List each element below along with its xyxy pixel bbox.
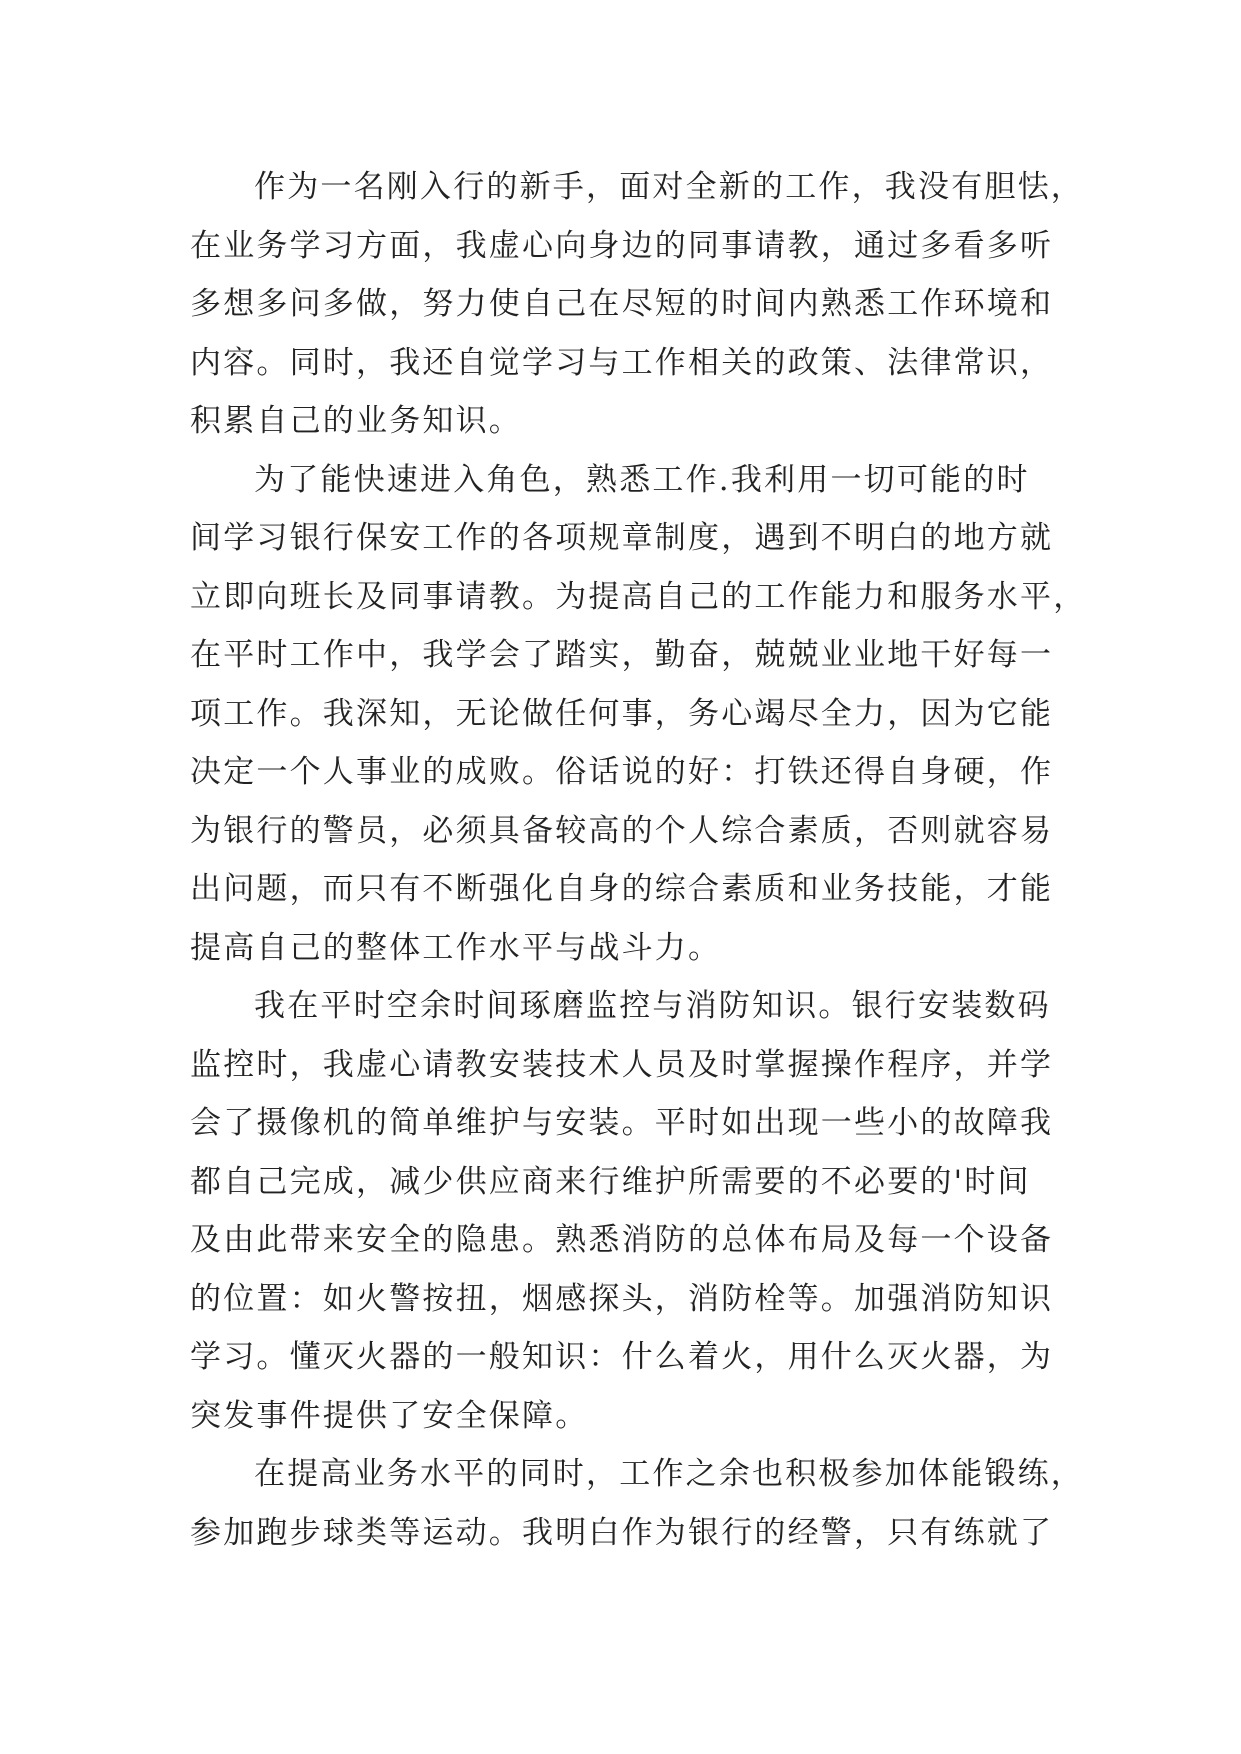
text-line: 都自己完成，减少供应商来行维护所需要的不必要的'时间 (190, 1163, 1031, 1200)
text-line: 间学习银行保安工作的各项规章制度，遇到不明白的地方就 (190, 520, 1054, 556)
text-line: 的位置：如火警按扭，烟感探头，消防栓等。加强消防知识 (190, 1280, 1054, 1317)
text-line: 多想多问多做，努力使自己在尽短的时间内熟悉工作环境和 (190, 286, 1054, 322)
paragraph-first-line: 我在平时空余时间琢磨监控与消防知识。银行安装数码 (254, 988, 1051, 1024)
paragraph-first-line: 为了能快速进入角色，熟悉工作.我利用一切可能的时 (254, 461, 1030, 498)
paragraph-first-line: 在提高业务水平的同时，工作之余也积极参加体能锻练， (254, 1456, 1084, 1492)
text-line: 提高自己的整体工作水平与战斗力。 (190, 929, 722, 966)
document-body (190, 158, 1087, 1562)
text-line: 立即向班长及同事请教。为提高自己的工作能力和服务水平， (190, 578, 1087, 615)
text-line: 在平时工作中，我学会了踏实，勤奋，兢兢业业地干好每一 (190, 637, 1054, 673)
text-line: 会了摄像机的简单维护与安装。平时如出现一些小的故障我 (190, 1105, 1054, 1141)
text-line: 项工作。我深知，无论做任何事，务心竭尽全力，因为它能 (190, 695, 1054, 732)
text-line: 突发事件提供了安全保障。 (190, 1397, 589, 1434)
text-line: 及由此带来安全的隐患。熟悉消防的总体布局及每一个设备 (190, 1222, 1054, 1258)
text-line: 出问题，而只有不断强化自身的综合素质和业务技能，才能 (190, 871, 1054, 907)
text-line: 在业务学习方面，我虚心向身边的同事请教，通过多看多听 (190, 227, 1054, 264)
text-line: 决定一个人事业的成败。俗话说的好：打铁还得自身硬，作 (190, 754, 1054, 790)
text-line: 学习。懂灭火器的一般知识：什么着火，用什么灭火器，为 (190, 1339, 1054, 1375)
paragraph-first-line: 作为一名刚入行的新手，面对全新的工作，我没有胆怯， (254, 169, 1084, 205)
text-line: 内容。同时，我还自觉学习与工作相关的政策、法律常识， (190, 344, 1054, 381)
text-line: 积累自己的业务知识。 (190, 403, 522, 439)
text-line: 参加跑步球类等运动。我明白作为银行的经警，只有练就了 (190, 1514, 1054, 1551)
text-line: 监控时，我虚心请教安装技术人员及时掌握操作程序，并学 (190, 1046, 1054, 1083)
text-line: 为银行的警员，必须具备较高的个人综合素质，否则就容易 (190, 812, 1054, 849)
